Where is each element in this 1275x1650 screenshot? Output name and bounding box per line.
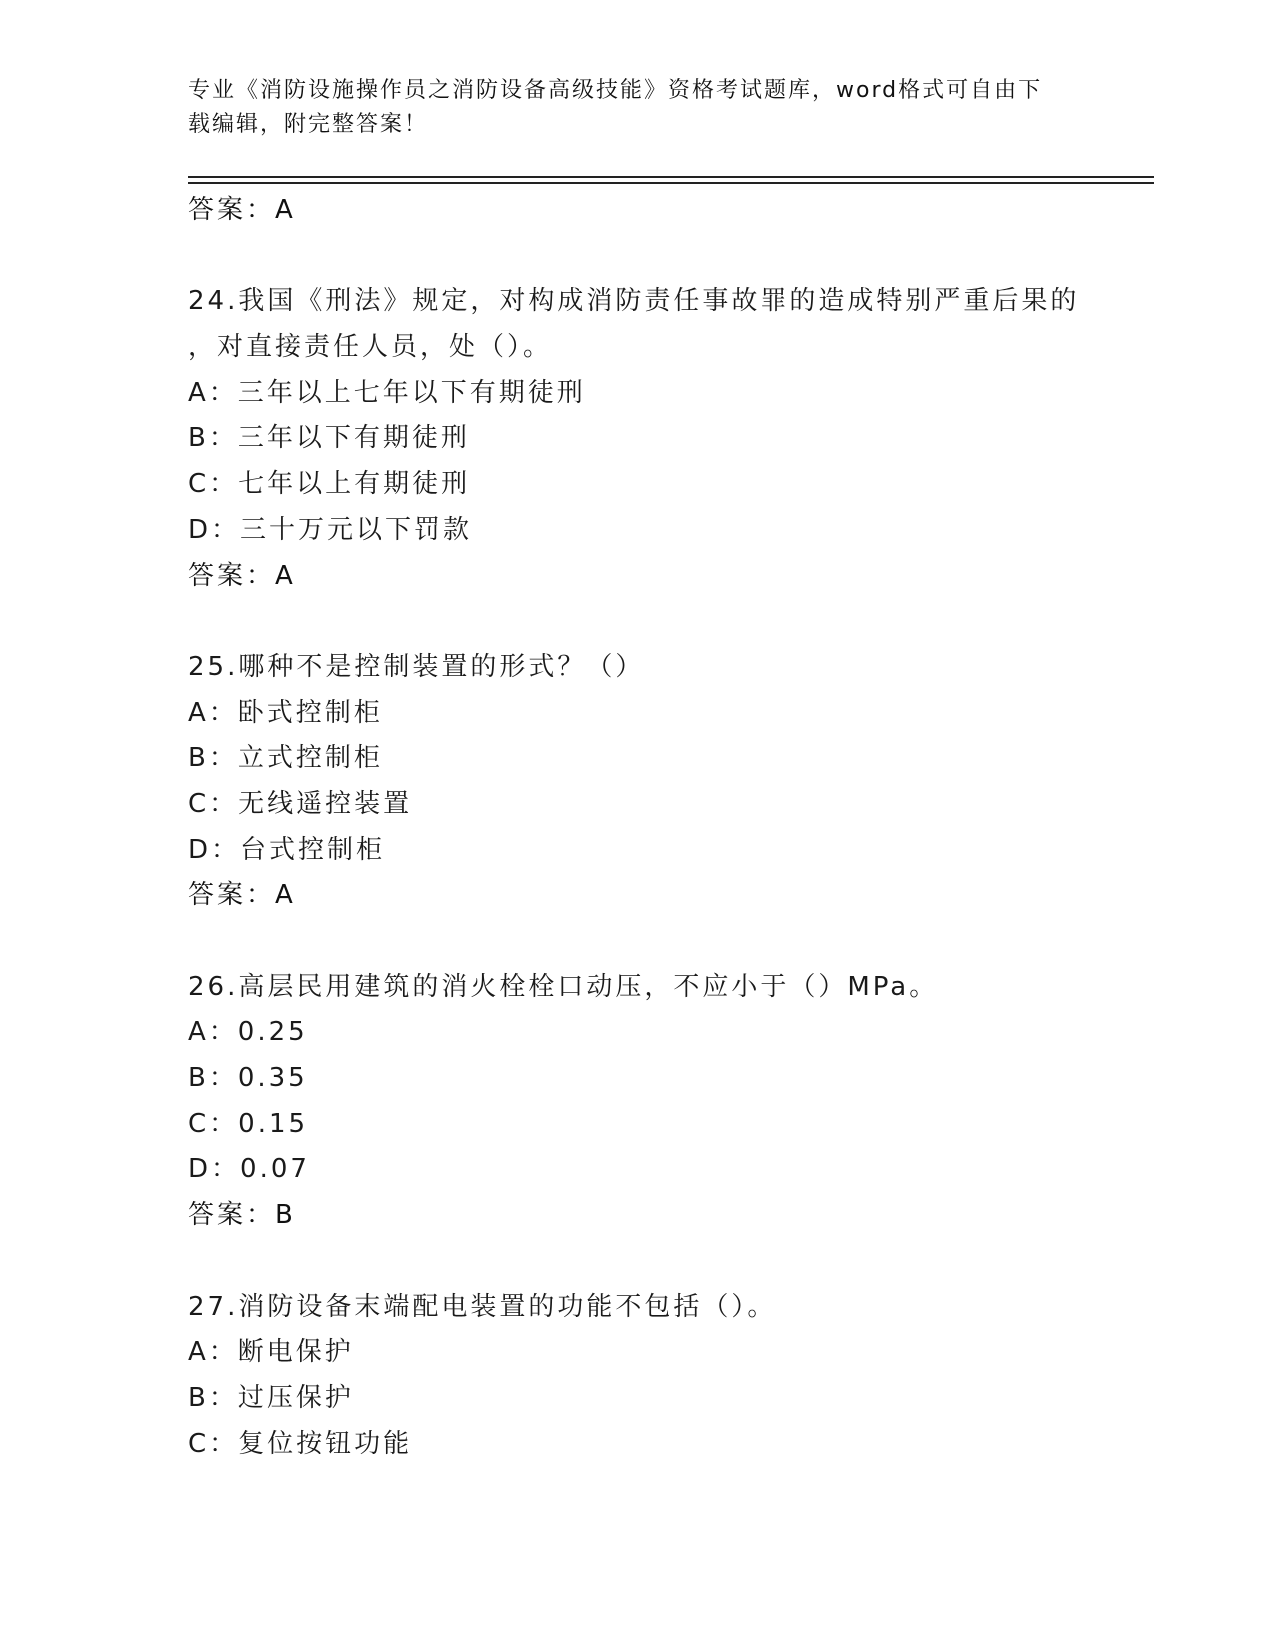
option-d: D：0.07 bbox=[188, 1154, 310, 1185]
option-c: C：七年以上有期徒刑 bbox=[188, 469, 471, 500]
header-divider-top bbox=[188, 176, 1154, 178]
question-stem: 26.高层民用建筑的消火栓栓口动压，不应小于（）MPa。 bbox=[188, 971, 939, 1002]
option-d: D：三十万元以下罚款 bbox=[188, 514, 473, 545]
option-d: D：台式控制柜 bbox=[188, 834, 386, 865]
question-27 bbox=[188, 1285, 1154, 1468]
question-stem: 27.消防设备末端配电装置的功能不包括（）。 bbox=[188, 1291, 777, 1322]
question-24 bbox=[188, 279, 1154, 599]
spacer bbox=[188, 919, 1154, 965]
option-b: B：0.35 bbox=[188, 1063, 308, 1094]
option-c: C：复位按钮功能 bbox=[188, 1428, 413, 1459]
document-header bbox=[188, 74, 1088, 142]
answer: 答案：B bbox=[188, 1200, 296, 1231]
question-stem: 24.我国《刑法》规定，对构成消防责任事故罪的造成特别严重后果的 bbox=[188, 286, 1080, 317]
question-26 bbox=[188, 965, 1154, 1239]
question-stem: 25.哪种不是控制装置的形式？（） bbox=[188, 651, 645, 682]
option-b: B：立式控制柜 bbox=[188, 743, 383, 774]
option-a: A：断电保护 bbox=[188, 1337, 354, 1368]
option-a: A：三年以上七年以下有期徒刑 bbox=[188, 377, 586, 408]
spacer bbox=[188, 1239, 1154, 1285]
question-list bbox=[188, 188, 1154, 1467]
answer: 答案：A bbox=[188, 560, 296, 591]
option-b: B：过压保护 bbox=[188, 1382, 354, 1413]
option-b: B：三年以下有期徒刑 bbox=[188, 423, 470, 454]
spacer bbox=[188, 234, 1154, 280]
question-25 bbox=[188, 645, 1154, 919]
option-a: A：卧式控制柜 bbox=[188, 697, 383, 728]
spacer bbox=[188, 599, 1154, 645]
previous-answer: 答案：A bbox=[188, 195, 296, 225]
option-c: C：无线遥控装置 bbox=[188, 788, 413, 819]
header-divider-bottom bbox=[188, 182, 1154, 184]
header-line-2: 载编辑，附完整答案！ bbox=[188, 112, 429, 137]
option-a: A：0.25 bbox=[188, 1017, 308, 1048]
header-line-1: 专业《消防设施操作员之消防设备高级技能》资格考试题库，word格式可自由下 bbox=[188, 78, 1043, 103]
question-stem-continued: ，对直接责任人员，处（）。 bbox=[188, 332, 553, 363]
option-c: C：0.15 bbox=[188, 1108, 309, 1139]
answer: 答案：A bbox=[188, 880, 296, 911]
